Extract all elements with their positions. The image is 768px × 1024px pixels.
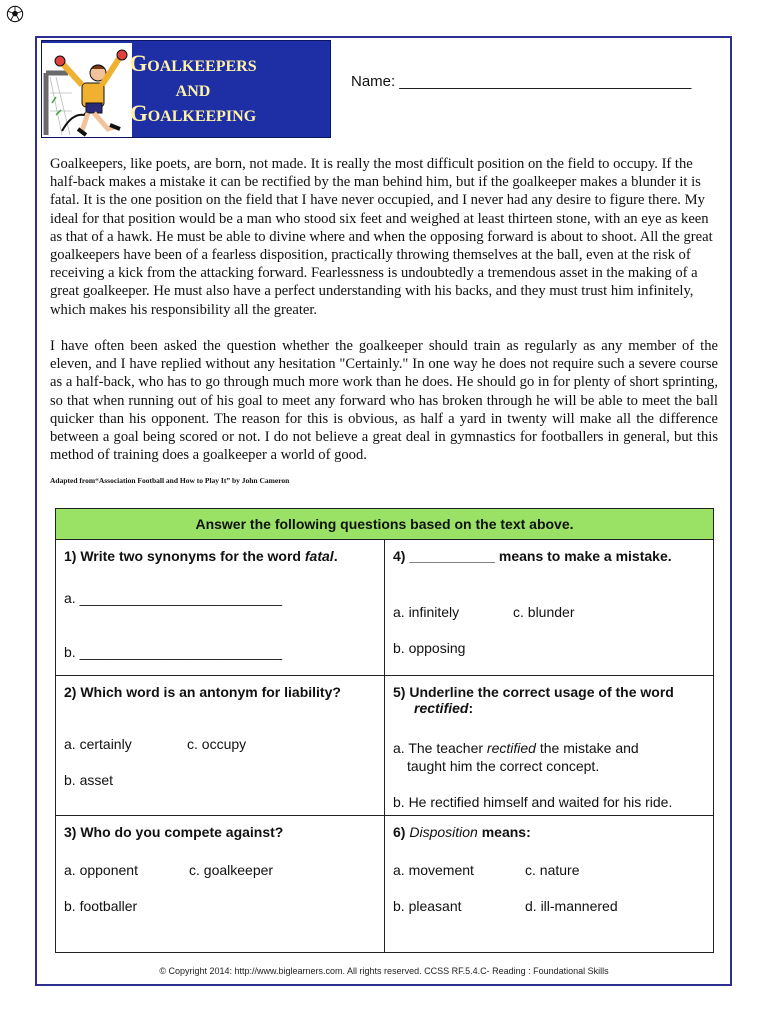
q6-word: Disposition <box>409 824 478 840</box>
title-line-1: Goalkeepers <box>129 51 257 76</box>
question-4 <box>385 540 714 676</box>
q5-a-suffix: the mistake and <box>535 740 639 756</box>
q5-title-line: 5) Underline the correct usage of the word <box>393 684 674 700</box>
soccer-ball-icon <box>6 5 24 23</box>
q1-prefix: 1) Write two synonyms for the word <box>64 548 305 564</box>
q6-suffix: means: <box>477 824 531 840</box>
q5-a-prefix: a. The teacher <box>393 740 487 756</box>
question-1 <box>56 540 385 676</box>
question-6 <box>385 816 714 953</box>
q5-option-b[interactable]: b. He rectified himself and waited for his ride. <box>393 794 673 810</box>
q5-word: rectified <box>414 700 469 716</box>
q5-option-a-line2[interactable]: taught him the correct concept. <box>407 758 600 774</box>
q3-option-a[interactable]: a. opponent <box>64 862 138 878</box>
question-3 <box>56 816 385 953</box>
copyright-footer: © Copyright 2014: http://www.biglearners.com. All rights reserved. CCSS RF.5.4.C- Reading : Foundational Skills <box>159 966 609 976</box>
name-field[interactable]: Name: ___________________________________ <box>351 73 692 90</box>
q2-option-c[interactable]: c. occupy <box>187 736 247 752</box>
question-2-title: 2) Which word is an antonym for liability? <box>64 684 341 700</box>
question-5-title <box>393 684 674 716</box>
q6-option-c[interactable]: c. nature <box>525 862 580 878</box>
title-banner <box>41 40 331 138</box>
q5-colon: : <box>468 700 474 716</box>
question-3-title: 3) Who do you compete against? <box>64 824 284 840</box>
q3-option-c[interactable]: c. goalkeeper <box>189 862 274 878</box>
q4-option-a[interactable]: a. infinitely <box>393 604 460 620</box>
q1-answer-a[interactable]: a. __________________________ <box>64 590 283 606</box>
q6-option-b[interactable]: b. pleasant <box>393 898 462 914</box>
q2-option-a[interactable]: a. certainly <box>64 736 132 752</box>
title-line-3: Goalkeeping <box>129 101 257 126</box>
title-line-2: and <box>175 76 211 101</box>
question-1-title <box>64 548 338 564</box>
q5-option-a[interactable] <box>393 740 639 756</box>
goalkeeper-illustration <box>42 43 132 137</box>
questions-heading: Answer the following questions based on the text above. <box>56 509 714 540</box>
question-6-title <box>393 824 531 840</box>
source-citation: Adapted from“Association Football and How to Play It” by John Cameron <box>50 476 290 485</box>
question-4-title: 4) ___________ means to make a mistake. <box>393 548 672 564</box>
question-5 <box>385 676 714 816</box>
questions-table <box>55 508 714 953</box>
q5-a-word: rectified <box>486 740 536 756</box>
q2-option-b[interactable]: b. asset <box>64 772 114 788</box>
q6-option-d[interactable]: d. ill-mannered <box>525 898 618 914</box>
q1-suffix: . <box>333 548 338 564</box>
q6-prefix: 6) <box>393 824 410 840</box>
passage-paragraph-1: Goalkeepers, like poets, are born, not made. It is really the most difficult position on the field to occupy. If the half-back makes a mistake it can be rectified by the man behind him, but if the goalkeeper makes a blunder it is fatal. It is the one position on the field that I have never occupied, and I never had any desire to figure there. My ideal for that position would be a man who stood six feet and weighed at least thirteen stone, with an eye as keen as that of a hawk. He must be able to divine where and when the opposing forward is about to shoot. All the great goalkeepers have been of a fearless disposition, practically throwing themselves at the ball, even at the risk of receiving a kick from the attacking forward. Fearlessness is undoubtedly a tremendous asset in the making of a great goalkeeper. He must also have a perfect understanding with his backs, and they must trust him infinitely, which makes his responsibility all the greater. <box>50 156 713 318</box>
q1-word: fatal <box>304 548 334 564</box>
q6-option-a[interactable]: a. movement <box>393 862 474 878</box>
q4-option-c[interactable]: c. blunder <box>513 604 575 620</box>
q3-option-b[interactable]: b. footballer <box>64 898 138 914</box>
q4-option-b[interactable]: b. opposing <box>393 640 466 656</box>
passage-paragraph-2: I have often been asked the question whether the goalkeeper should train as regularly as any member of the eleven, and I have replied without any hesitation "Certainly." In one way he does not require such a severe course as a half-back, who has to go through much more work than he does. He should go in for plenty of short sprinting, so that when running out of his goal to meet any forward who has broken through he will be able to meet the ball quicker than his opponent. The reason for this is obvious, as half a yard in twenty will make all the difference between a goal being scored or not. I do not believe a great deal in gymnastics for footballers in general, but this method of training does a goalkeeper a world of good. <box>50 338 718 464</box>
question-2 <box>56 676 385 816</box>
worksheet-title <box>128 51 258 126</box>
q1-answer-b[interactable]: b. __________________________ <box>64 644 283 660</box>
